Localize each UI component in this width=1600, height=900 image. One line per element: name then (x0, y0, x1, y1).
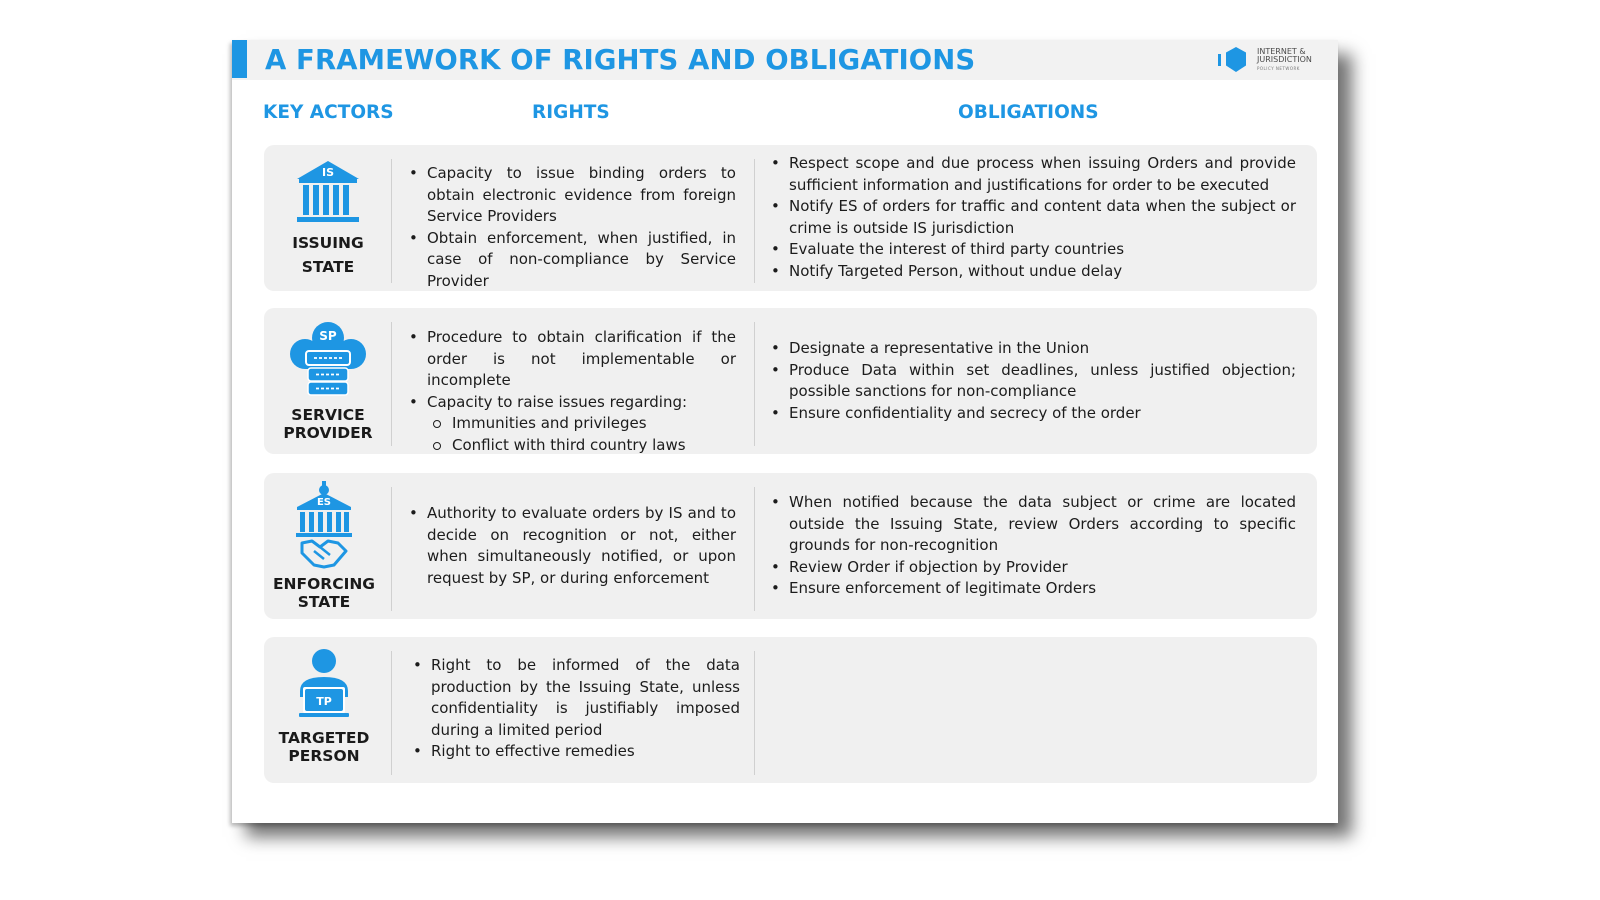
actor-name-line2: STATE (301, 258, 355, 276)
logo-line3: POLICY NETWORK (1257, 66, 1300, 71)
slide-title: A FRAMEWORK OF RIGHTS AND OBLIGATIONS (265, 44, 976, 76)
actor-name-line1: ENFORCING (272, 575, 376, 593)
obligations-cell (768, 492, 1296, 600)
column-divider (391, 651, 392, 775)
rights-cell (406, 163, 736, 292)
title-bar (232, 40, 1338, 80)
column-divider (391, 159, 392, 283)
actor-row-targeted-person (264, 637, 1317, 783)
actor-name (260, 729, 388, 765)
actor-name-line1: SERVICE (291, 406, 365, 424)
obligations-cell (768, 338, 1296, 424)
rights-subitem: Immunities and privileges (452, 413, 736, 435)
rights-item: • Right to effective remedies (431, 741, 740, 763)
hexagon-logo-icon (1217, 46, 1251, 74)
header-obligations: OBLIGATIONS (958, 102, 1099, 123)
actor-badge-es: ES (316, 497, 332, 508)
column-divider (391, 487, 392, 611)
logo-line1: INTERNET & (1257, 47, 1306, 56)
title-accent-bar (232, 40, 247, 78)
cloud-server-icon (283, 320, 373, 400)
rights-cell (406, 327, 736, 456)
obligations-item: • Ensure enforcement of legitimate Orders (789, 578, 1296, 600)
actor-row-enforcing-state (264, 473, 1317, 619)
ijpn-logo (1217, 45, 1322, 75)
actor-badge-tp: TP (316, 695, 332, 708)
person-laptop-icon (296, 647, 352, 719)
obligations-item: • When notified because the data subject or crime are located outside the Issuing State, review Orders according to specific grounds for non-recognition (789, 492, 1296, 557)
rights-cell (406, 503, 736, 589)
rights-item: • Procedure to obtain clarification if the order is not implementable or incomplete (427, 327, 736, 392)
obligations-item: • Produce Data within set deadlines, unless justified objection; possible sanctions for non-compliance (789, 360, 1296, 403)
header-rights: RIGHTS (532, 102, 610, 123)
actor-badge-is: IS (321, 166, 335, 179)
actor-name (260, 575, 388, 611)
obligations-item: • Review Order if objection by Provider (789, 557, 1296, 579)
actor-row-service-provider (264, 308, 1317, 454)
rights-item: • Capacity to raise issues regarding: (427, 392, 736, 414)
actor-enforcing-state (264, 473, 392, 619)
government-building-icon (293, 159, 363, 227)
rights-cell (410, 655, 740, 763)
column-divider (754, 651, 755, 775)
actor-row-issuing-state (264, 145, 1317, 291)
obligations-item: • Respect scope and due process when issuing Orders and provide sufficient information and justifications for order to be executed (789, 153, 1296, 196)
rights-sublist (427, 413, 736, 456)
column-divider (754, 159, 755, 283)
obligations-item: • Evaluate the interest of third party countries (789, 239, 1296, 261)
actor-service-provider (264, 308, 392, 454)
obligations-item: • Designate a representative in the Union (789, 338, 1296, 360)
actor-badge-sp: SP (319, 329, 337, 343)
actor-name-line1: ISSUING (292, 234, 364, 252)
actor-name (264, 406, 392, 442)
actor-name-line2: PROVIDER (283, 424, 373, 442)
column-divider (754, 487, 755, 611)
actor-targeted-person (264, 637, 392, 783)
slide (232, 40, 1338, 823)
rights-item: • Obtain enforcement, when justified, in case of non-compliance by Service Provider (427, 228, 736, 293)
building-handshake-icon (294, 481, 354, 573)
header-key-actors: KEY ACTORS (263, 102, 394, 123)
rights-item: • Right to be informed of the data production by the Issuing State, unless confidentiality is justifiably imposed during a limited period (431, 655, 740, 741)
obligations-cell (768, 153, 1296, 282)
actor-issuing-state (264, 145, 392, 291)
rights-item: • Authority to evaluate orders by IS and to decide on recognition or not, either when simultaneously notified, or upon request by SP, or during enforcement (427, 503, 736, 589)
obligations-item: • Notify Targeted Person, without undue delay (789, 261, 1296, 283)
column-divider (754, 322, 755, 446)
column-divider (391, 322, 392, 446)
actor-name-line2: PERSON (288, 747, 360, 765)
obligations-item: • Ensure confidentiality and secrecy of the order (789, 403, 1296, 425)
rights-item: • Capacity to issue binding orders to obtain electronic evidence from foreign Service Providers (427, 163, 736, 228)
actor-name-line1: TARGETED (278, 729, 370, 747)
actor-name-line2: STATE (297, 593, 351, 611)
actor-name (264, 234, 392, 276)
logo-line2: JURISDICTION (1257, 55, 1312, 64)
obligations-item: • Notify ES of orders for traffic and content data when the subject or crime is outside IS jurisdiction (789, 196, 1296, 239)
rights-subitem: Conflict with third country laws (452, 435, 736, 457)
